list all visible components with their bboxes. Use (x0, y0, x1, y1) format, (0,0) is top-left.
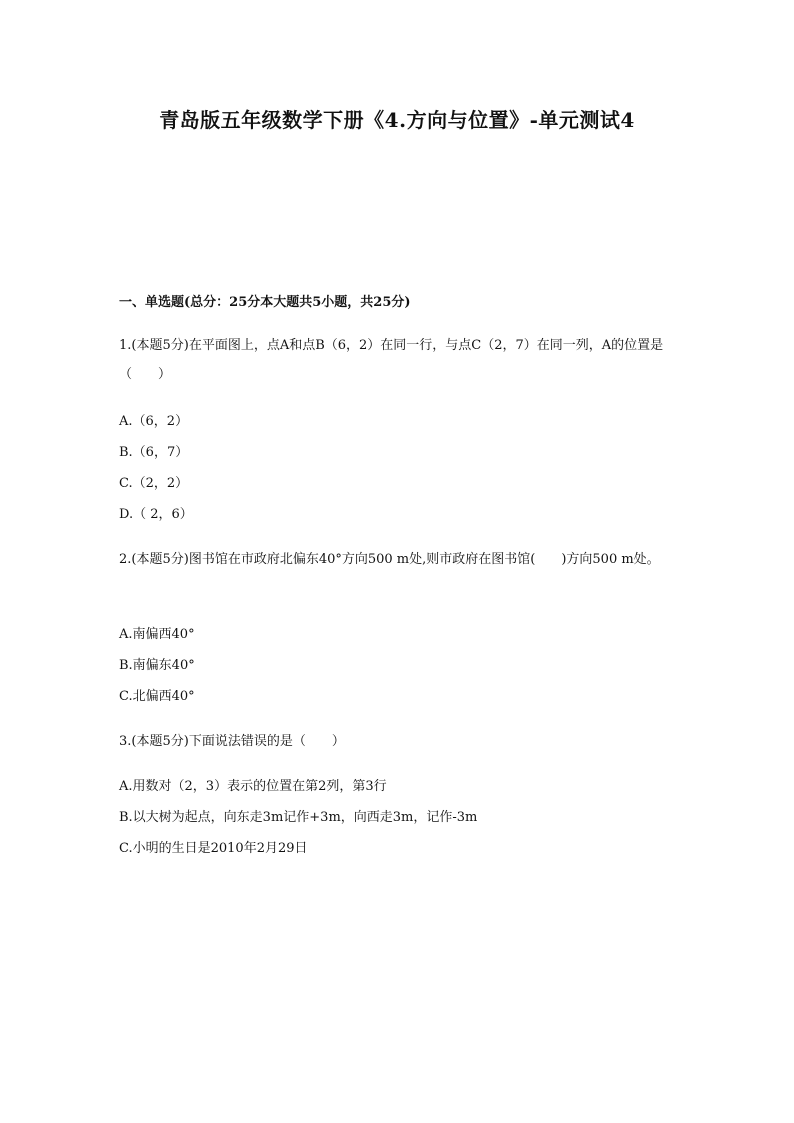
question-2-option-a: A.南偏西40° (119, 627, 195, 642)
page-title: 青岛版五年级数学下册《4.方向与位置》-单元测试4 (159, 108, 635, 132)
question-3-option-a: A.用数对（2，3）表示的位置在第2列，第3行 (119, 779, 387, 794)
question-1-option-d: D.（ 2，6） (119, 507, 193, 522)
question-2-stem: 2.(本题5分)图书馆在市政府北偏东40°方向500 m处,则市政府在图书馆( )方向500 m处。 (119, 552, 660, 567)
question-2-option-c: C.北偏西40° (119, 689, 195, 704)
question-3-option-c: C.小明的生日是2010年2月29日 (119, 841, 308, 856)
question-2-option-b: B.南偏东40° (119, 658, 195, 673)
question-3-option-b: B.以大树为起点，向东走3m记作+3m，向西走3m，记作-3m (119, 810, 478, 825)
question-1-option-b: B.（6，7） (119, 445, 189, 460)
question-3-stem: 3.(本题5分)下面说法错误的是（ ） (119, 734, 345, 749)
question-1-stem: 1.(本题5分)在平面图上，点A和点B（6，2）在同一行，与点C（2，7）在同一列，A的位置是（ ） (119, 338, 664, 382)
question-1-option-a: A.（6，2） (119, 414, 189, 429)
section-heading: 一、单选题(总分：25分本大题共5小题，共25分) (119, 295, 411, 310)
question-1-option-c: C.（2，2） (119, 476, 189, 491)
